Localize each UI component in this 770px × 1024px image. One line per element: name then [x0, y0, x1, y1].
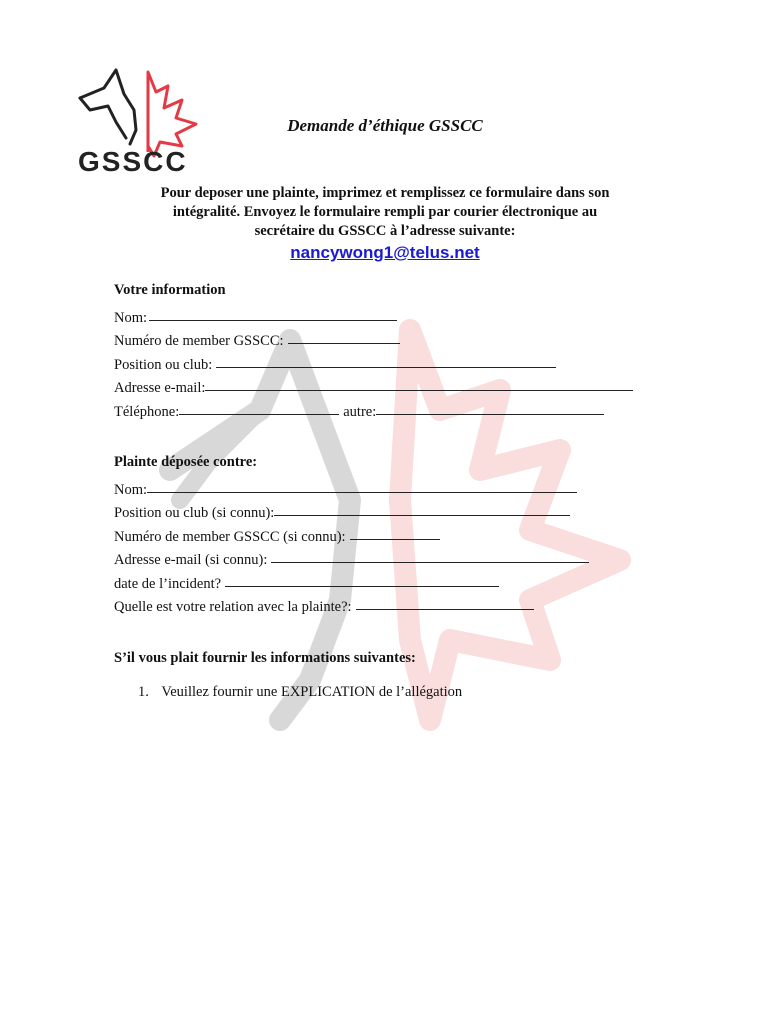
complaint-against-section	[114, 454, 674, 616]
relation-field[interactable]	[114, 593, 674, 617]
field-label: Adresse e-mail:	[114, 380, 206, 396]
position-field[interactable]	[114, 350, 674, 374]
accused-name-line[interactable]	[147, 491, 577, 493]
field-label: Quelle est votre relation avec la plainte?:	[114, 599, 352, 615]
list-item-text: Veuillez fournir une EXPLICATION de l’allégation	[161, 684, 463, 700]
accused-member-number-field[interactable]	[114, 522, 674, 546]
name-line[interactable]	[149, 319, 397, 321]
list-item-number: 1.	[138, 684, 149, 700]
secretary-email-link[interactable]: nancywong1@telus.net	[290, 243, 480, 262]
accused-member-number-line[interactable]	[350, 538, 440, 540]
accused-name-field[interactable]	[114, 475, 674, 499]
position-line[interactable]	[216, 366, 556, 368]
member-number-field[interactable]	[114, 327, 674, 351]
field-label: Adresse e-mail (si connu):	[114, 552, 268, 568]
relation-line[interactable]	[356, 608, 534, 610]
instructions-line-3: secrétaire du GSSCC à l’adresse suivante:	[254, 223, 516, 239]
field-label: Téléphone:	[114, 403, 180, 420]
page-title: Demande d’éthique GSSCC	[287, 116, 483, 135]
field-label: Position ou club (si connu):	[114, 505, 275, 521]
incident-date-line[interactable]	[225, 585, 499, 587]
incident-date-field[interactable]	[114, 569, 674, 593]
logo-text: GSSCC	[78, 146, 188, 177]
field-label: Nom:	[114, 309, 148, 326]
section-heading: Plainte déposée contre:	[114, 454, 258, 470]
field-label: Numéro de member GSSCC:	[114, 333, 284, 349]
email-field[interactable]	[114, 374, 674, 398]
section-heading: S’il vous plait fournir les informations suivantes:	[114, 650, 416, 666]
phone-field[interactable]	[114, 397, 674, 421]
phone-line[interactable]	[179, 413, 339, 415]
your-information-section	[114, 282, 674, 421]
field-label: date de l’incident?	[114, 575, 222, 592]
field-label: Position ou club:	[114, 356, 213, 373]
details-section	[114, 650, 674, 671]
member-number-line[interactable]	[288, 342, 400, 344]
field-label: Nom:	[114, 481, 148, 498]
list-item	[138, 684, 462, 701]
other-phone-line[interactable]	[376, 413, 604, 415]
name-field[interactable]	[114, 303, 674, 327]
email-line[interactable]	[205, 389, 633, 391]
instructions	[110, 184, 660, 262]
accused-position-line[interactable]	[274, 514, 570, 516]
field-label: autre:	[343, 403, 377, 420]
instructions-line-1: Pour deposer une plainte, imprimez et remplissez ce formulaire dans son	[160, 185, 610, 201]
instructions-line-2: intégralité. Envoyez le formulaire rempli par courier électronique au	[172, 204, 598, 220]
accused-email-line[interactable]	[271, 561, 589, 563]
accused-email-field[interactable]	[114, 546, 674, 570]
section-heading: Votre information	[114, 282, 226, 298]
field-label: Numéro de member GSSCC (si connu):	[114, 528, 346, 545]
accused-position-field[interactable]	[114, 499, 674, 523]
